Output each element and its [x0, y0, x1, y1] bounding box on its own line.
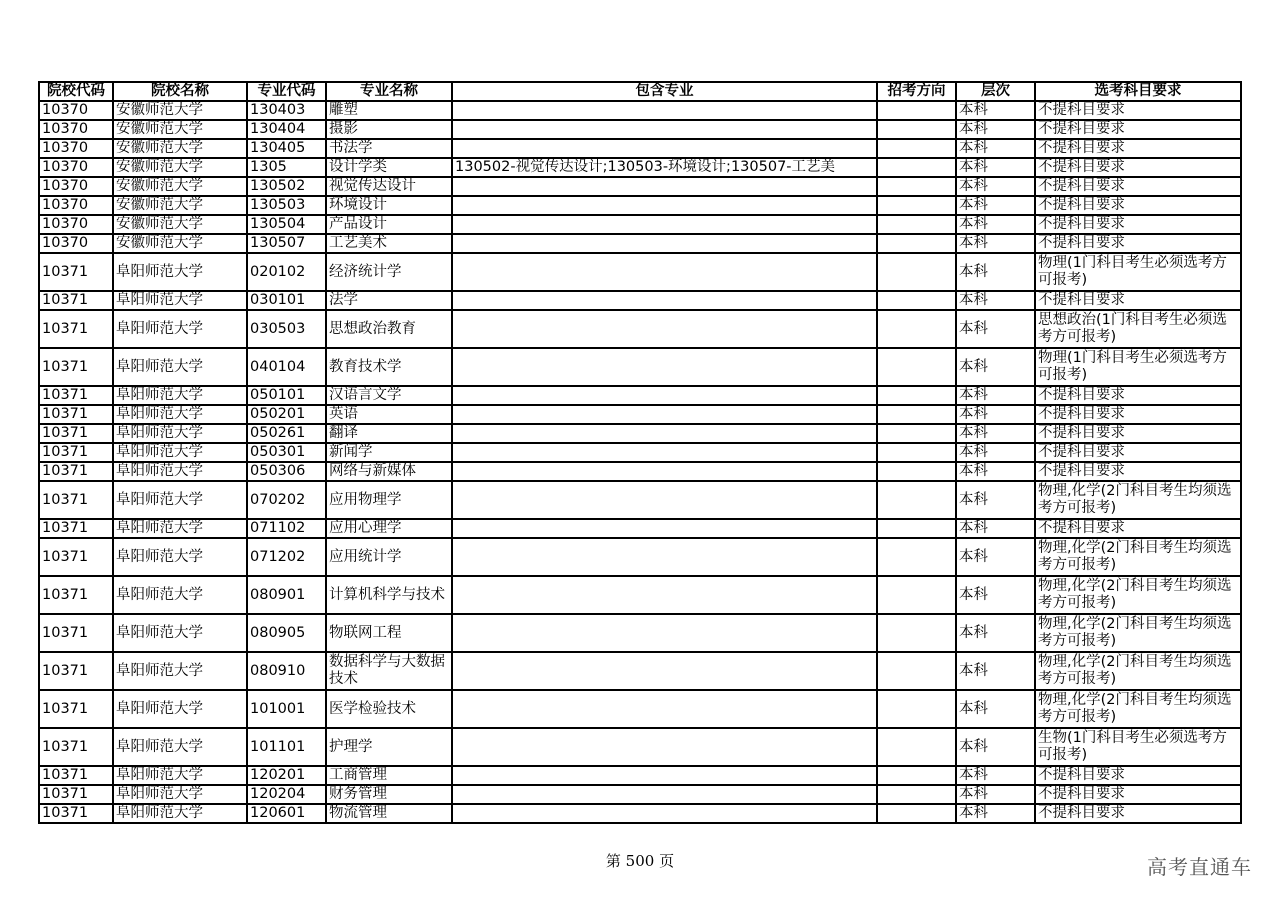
cell-school-code: 10371: [39, 310, 113, 348]
cell-major-name: 翻译: [326, 424, 452, 443]
cell-major-code: 030101: [247, 291, 326, 310]
cell-direction: [877, 443, 956, 462]
cell-major-code: 070202: [247, 481, 326, 519]
table-row: [39, 215, 1241, 234]
cell-school-name: 阜阳师范大学: [113, 690, 247, 728]
cell-school-code: 10371: [39, 424, 113, 443]
cell-major-name: 雕塑: [326, 101, 452, 120]
cell-direction: [877, 728, 956, 766]
cell-school-name: 阜阳师范大学: [113, 519, 247, 538]
table-row: [39, 481, 1241, 519]
cell-school-code: 10370: [39, 234, 113, 253]
cell-school-code: 10371: [39, 538, 113, 576]
cell-level: 本科: [956, 785, 1035, 804]
cell-included-majors: [452, 652, 877, 690]
cell-school-code: 10371: [39, 462, 113, 481]
cell-direction: [877, 538, 956, 576]
cell-major-code: 101001: [247, 690, 326, 728]
cell-subject-requirement: 不提科目要求: [1035, 804, 1241, 823]
table-row: [39, 234, 1241, 253]
table-row: [39, 690, 1241, 728]
cell-major-code: 050301: [247, 443, 326, 462]
cell-subject-requirement: 不提科目要求: [1035, 101, 1241, 120]
cell-major-name: 英语: [326, 405, 452, 424]
cell-direction: [877, 804, 956, 823]
column-header-level: 层次: [956, 82, 1035, 101]
table-row: [39, 614, 1241, 652]
cell-included-majors: [452, 766, 877, 785]
cell-major-code: 130503: [247, 196, 326, 215]
cell-school-code: 10370: [39, 177, 113, 196]
cell-major-code: 071202: [247, 538, 326, 576]
cell-level: 本科: [956, 519, 1035, 538]
column-header-major-name: 专业名称: [326, 82, 452, 101]
cell-level: 本科: [956, 424, 1035, 443]
cell-included-majors: [452, 690, 877, 728]
cell-school-code: 10371: [39, 519, 113, 538]
table-row: [39, 310, 1241, 348]
cell-school-code: 10371: [39, 690, 113, 728]
table-row: [39, 101, 1241, 120]
cell-major-name: 物联网工程: [326, 614, 452, 652]
cell-school-name: 安徽师范大学: [113, 158, 247, 177]
cell-major-code: 120204: [247, 785, 326, 804]
cell-level: 本科: [956, 196, 1035, 215]
cell-school-name: 安徽师范大学: [113, 101, 247, 120]
cell-direction: [877, 310, 956, 348]
table-row: [39, 120, 1241, 139]
cell-major-name: 经济统计学: [326, 253, 452, 291]
cell-level: 本科: [956, 177, 1035, 196]
cell-school-code: 10371: [39, 348, 113, 386]
cell-included-majors: [452, 804, 877, 823]
cell-major-code: 080901: [247, 576, 326, 614]
cell-subject-requirement: 生物(1门科目考生必须选考方可报考): [1035, 728, 1241, 766]
cell-level: 本科: [956, 481, 1035, 519]
cell-school-name: 阜阳师范大学: [113, 614, 247, 652]
cell-major-code: 030503: [247, 310, 326, 348]
cell-subject-requirement: 不提科目要求: [1035, 443, 1241, 462]
cell-school-name: 阜阳师范大学: [113, 766, 247, 785]
cell-level: 本科: [956, 443, 1035, 462]
cell-school-name: 阜阳师范大学: [113, 405, 247, 424]
cell-school-code: 10371: [39, 804, 113, 823]
cell-school-name: 阜阳师范大学: [113, 481, 247, 519]
cell-subject-requirement: 物理(1门科目考生必须选考方可报考): [1035, 253, 1241, 291]
cell-included-majors: [452, 614, 877, 652]
cell-direction: [877, 576, 956, 614]
cell-school-code: 10371: [39, 576, 113, 614]
cell-included-majors: [452, 576, 877, 614]
cell-level: 本科: [956, 405, 1035, 424]
cell-major-code: 120201: [247, 766, 326, 785]
cell-subject-requirement: 物理,化学(2门科目考生均须选考方可报考): [1035, 690, 1241, 728]
cell-school-name: 阜阳师范大学: [113, 253, 247, 291]
cell-school-code: 10371: [39, 785, 113, 804]
table-row: [39, 652, 1241, 690]
cell-major-code: 080905: [247, 614, 326, 652]
cell-subject-requirement: 不提科目要求: [1035, 766, 1241, 785]
table-row: [39, 253, 1241, 291]
cell-major-name: 应用统计学: [326, 538, 452, 576]
cell-included-majors: [452, 139, 877, 158]
cell-school-name: 安徽师范大学: [113, 215, 247, 234]
cell-direction: [877, 405, 956, 424]
cell-subject-requirement: 不提科目要求: [1035, 291, 1241, 310]
cell-included-majors: [452, 481, 877, 519]
table-row: [39, 462, 1241, 481]
cell-included-majors: [452, 120, 877, 139]
table-row: [39, 424, 1241, 443]
cell-school-name: 阜阳师范大学: [113, 576, 247, 614]
table-row: [39, 348, 1241, 386]
cell-school-name: 安徽师范大学: [113, 234, 247, 253]
cell-level: 本科: [956, 253, 1035, 291]
cell-included-majors: [452, 253, 877, 291]
cell-included-majors: [452, 310, 877, 348]
cell-subject-requirement: 不提科目要求: [1035, 234, 1241, 253]
table-row: [39, 538, 1241, 576]
watermark-text: 高考直通车: [1147, 855, 1252, 879]
cell-subject-requirement: 思想政治(1门科目考生必须选考方可报考): [1035, 310, 1241, 348]
cell-subject-requirement: 不提科目要求: [1035, 386, 1241, 405]
cell-school-name: 安徽师范大学: [113, 139, 247, 158]
cell-included-majors: [452, 462, 877, 481]
cell-school-name: 阜阳师范大学: [113, 804, 247, 823]
cell-major-name: 思想政治教育: [326, 310, 452, 348]
cell-direction: [877, 253, 956, 291]
cell-school-code: 10371: [39, 766, 113, 785]
cell-school-name: 阜阳师范大学: [113, 424, 247, 443]
cell-major-name: 法学: [326, 291, 452, 310]
cell-level: 本科: [956, 158, 1035, 177]
cell-major-code: 130502: [247, 177, 326, 196]
column-header-included-majors: 包含专业: [452, 82, 877, 101]
table-row: [39, 405, 1241, 424]
column-header-major-code: 专业代码: [247, 82, 326, 101]
cell-major-code: 120601: [247, 804, 326, 823]
cell-included-majors: [452, 177, 877, 196]
cell-major-name: 应用心理学: [326, 519, 452, 538]
page-number: 第 500 页: [605, 852, 675, 870]
cell-subject-requirement: 物理,化学(2门科目考生均须选考方可报考): [1035, 652, 1241, 690]
cell-major-name: 新闻学: [326, 443, 452, 462]
cell-major-code: 101101: [247, 728, 326, 766]
cell-major-code: 130507: [247, 234, 326, 253]
cell-school-name: 阜阳师范大学: [113, 386, 247, 405]
cell-direction: [877, 215, 956, 234]
cell-included-majors: [452, 785, 877, 804]
cell-included-majors: [452, 196, 877, 215]
cell-school-code: 10370: [39, 158, 113, 177]
cell-included-majors: [452, 101, 877, 120]
cell-major-code: 040104: [247, 348, 326, 386]
cell-major-name: 视觉传达设计: [326, 177, 452, 196]
cell-included-majors: [452, 443, 877, 462]
cell-school-name: 安徽师范大学: [113, 120, 247, 139]
cell-school-code: 10370: [39, 101, 113, 120]
cell-subject-requirement: 物理,化学(2门科目考生均须选考方可报考): [1035, 576, 1241, 614]
cell-level: 本科: [956, 120, 1035, 139]
cell-major-code: 050201: [247, 405, 326, 424]
cell-level: 本科: [956, 291, 1035, 310]
cell-direction: [877, 177, 956, 196]
cell-level: 本科: [956, 804, 1035, 823]
cell-major-name: 汉语言文学: [326, 386, 452, 405]
cell-direction: [877, 481, 956, 519]
cell-subject-requirement: 物理,化学(2门科目考生均须选考方可报考): [1035, 538, 1241, 576]
cell-direction: [877, 690, 956, 728]
cell-included-majors: [452, 728, 877, 766]
cell-level: 本科: [956, 310, 1035, 348]
cell-level: 本科: [956, 652, 1035, 690]
column-header-school-code: 院校代码: [39, 82, 113, 101]
cell-direction: [877, 462, 956, 481]
table-body: [39, 101, 1241, 823]
cell-major-name: 设计学类: [326, 158, 452, 177]
column-header-direction: 招考方向: [877, 82, 956, 101]
cell-major-name: 数据科学与大数据技术: [326, 652, 452, 690]
cell-major-name: 书法学: [326, 139, 452, 158]
cell-subject-requirement: 不提科目要求: [1035, 462, 1241, 481]
cell-subject-requirement: 不提科目要求: [1035, 158, 1241, 177]
table-row: [39, 519, 1241, 538]
cell-school-code: 10371: [39, 728, 113, 766]
admission-table: [38, 81, 1242, 824]
cell-level: 本科: [956, 386, 1035, 405]
cell-major-name: 物流管理: [326, 804, 452, 823]
cell-major-name: 教育技术学: [326, 348, 452, 386]
cell-included-majors: [452, 424, 877, 443]
cell-subject-requirement: 不提科目要求: [1035, 519, 1241, 538]
cell-major-code: 1305: [247, 158, 326, 177]
cell-level: 本科: [956, 766, 1035, 785]
cell-major-name: 产品设计: [326, 215, 452, 234]
cell-direction: [877, 386, 956, 405]
cell-direction: [877, 196, 956, 215]
cell-subject-requirement: 物理(1门科目考生必须选考方可报考): [1035, 348, 1241, 386]
cell-major-code: 050306: [247, 462, 326, 481]
cell-included-majors: [452, 234, 877, 253]
cell-direction: [877, 614, 956, 652]
cell-direction: [877, 652, 956, 690]
cell-major-code: 080910: [247, 652, 326, 690]
table-row: [39, 386, 1241, 405]
cell-school-code: 10371: [39, 443, 113, 462]
table-row: [39, 443, 1241, 462]
cell-level: 本科: [956, 576, 1035, 614]
table-row: [39, 576, 1241, 614]
cell-subject-requirement: 不提科目要求: [1035, 785, 1241, 804]
cell-subject-requirement: 不提科目要求: [1035, 424, 1241, 443]
cell-direction: [877, 158, 956, 177]
table-row: [39, 158, 1241, 177]
cell-level: 本科: [956, 101, 1035, 120]
cell-direction: [877, 424, 956, 443]
cell-school-code: 10371: [39, 614, 113, 652]
cell-subject-requirement: 物理,化学(2门科目考生均须选考方可报考): [1035, 481, 1241, 519]
cell-school-code: 10371: [39, 481, 113, 519]
cell-major-name: 工艺美术: [326, 234, 452, 253]
cell-level: 本科: [956, 690, 1035, 728]
cell-school-name: 阜阳师范大学: [113, 652, 247, 690]
cell-major-code: 050261: [247, 424, 326, 443]
table-row: [39, 766, 1241, 785]
cell-school-code: 10370: [39, 196, 113, 215]
cell-major-name: 财务管理: [326, 785, 452, 804]
cell-subject-requirement: 物理,化学(2门科目考生均须选考方可报考): [1035, 614, 1241, 652]
cell-subject-requirement: 不提科目要求: [1035, 196, 1241, 215]
cell-major-code: 130404: [247, 120, 326, 139]
cell-school-name: 阜阳师范大学: [113, 443, 247, 462]
cell-subject-requirement: 不提科目要求: [1035, 139, 1241, 158]
table-row: [39, 291, 1241, 310]
cell-major-name: 应用物理学: [326, 481, 452, 519]
cell-school-name: 安徽师范大学: [113, 177, 247, 196]
cell-school-name: 阜阳师范大学: [113, 785, 247, 804]
cell-level: 本科: [956, 728, 1035, 766]
table-row: [39, 804, 1241, 823]
cell-major-code: 071102: [247, 519, 326, 538]
column-header-subject-requirement: 选考科目要求: [1035, 82, 1241, 101]
cell-major-name: 计算机科学与技术: [326, 576, 452, 614]
cell-school-code: 10370: [39, 120, 113, 139]
cell-included-majors: [452, 519, 877, 538]
cell-direction: [877, 120, 956, 139]
cell-direction: [877, 291, 956, 310]
cell-major-name: 工商管理: [326, 766, 452, 785]
cell-major-name: 摄影: [326, 120, 452, 139]
table-row: [39, 785, 1241, 804]
cell-included-majors: [452, 291, 877, 310]
cell-school-code: 10371: [39, 405, 113, 424]
table-row: [39, 196, 1241, 215]
cell-major-name: 网络与新媒体: [326, 462, 452, 481]
table-row: [39, 139, 1241, 158]
cell-direction: [877, 101, 956, 120]
cell-school-code: 10371: [39, 652, 113, 690]
table-row: [39, 177, 1241, 196]
header-row: [39, 82, 1241, 101]
cell-major-name: 环境设计: [326, 196, 452, 215]
cell-included-majors: 130502-视觉传达设计;130503-环境设计;130507-工艺美: [452, 158, 877, 177]
cell-level: 本科: [956, 462, 1035, 481]
cell-major-code: 020102: [247, 253, 326, 291]
cell-school-name: 阜阳师范大学: [113, 291, 247, 310]
cell-direction: [877, 139, 956, 158]
column-header-school-name: 院校名称: [113, 82, 247, 101]
cell-direction: [877, 766, 956, 785]
cell-major-code: 130403: [247, 101, 326, 120]
cell-level: 本科: [956, 614, 1035, 652]
cell-school-name: 阜阳师范大学: [113, 728, 247, 766]
cell-subject-requirement: 不提科目要求: [1035, 215, 1241, 234]
cell-school-name: 阜阳师范大学: [113, 348, 247, 386]
cell-major-code: 130504: [247, 215, 326, 234]
cell-subject-requirement: 不提科目要求: [1035, 177, 1241, 196]
cell-school-code: 10370: [39, 215, 113, 234]
cell-direction: [877, 234, 956, 253]
cell-subject-requirement: 不提科目要求: [1035, 405, 1241, 424]
cell-level: 本科: [956, 234, 1035, 253]
table-row: [39, 728, 1241, 766]
cell-direction: [877, 785, 956, 804]
cell-school-name: 安徽师范大学: [113, 196, 247, 215]
cell-included-majors: [452, 405, 877, 424]
cell-school-code: 10371: [39, 386, 113, 405]
cell-direction: [877, 348, 956, 386]
cell-included-majors: [452, 348, 877, 386]
cell-level: 本科: [956, 538, 1035, 576]
cell-included-majors: [452, 386, 877, 405]
cell-major-code: 050101: [247, 386, 326, 405]
cell-direction: [877, 519, 956, 538]
cell-included-majors: [452, 215, 877, 234]
cell-level: 本科: [956, 215, 1035, 234]
cell-school-code: 10370: [39, 139, 113, 158]
cell-level: 本科: [956, 139, 1035, 158]
cell-school-name: 阜阳师范大学: [113, 462, 247, 481]
cell-major-name: 医学检验技术: [326, 690, 452, 728]
cell-school-code: 10371: [39, 291, 113, 310]
cell-level: 本科: [956, 348, 1035, 386]
cell-school-name: 阜阳师范大学: [113, 310, 247, 348]
cell-subject-requirement: 不提科目要求: [1035, 120, 1241, 139]
cell-school-name: 阜阳师范大学: [113, 538, 247, 576]
cell-included-majors: [452, 538, 877, 576]
cell-major-code: 130405: [247, 139, 326, 158]
cell-school-code: 10371: [39, 253, 113, 291]
cell-major-name: 护理学: [326, 728, 452, 766]
